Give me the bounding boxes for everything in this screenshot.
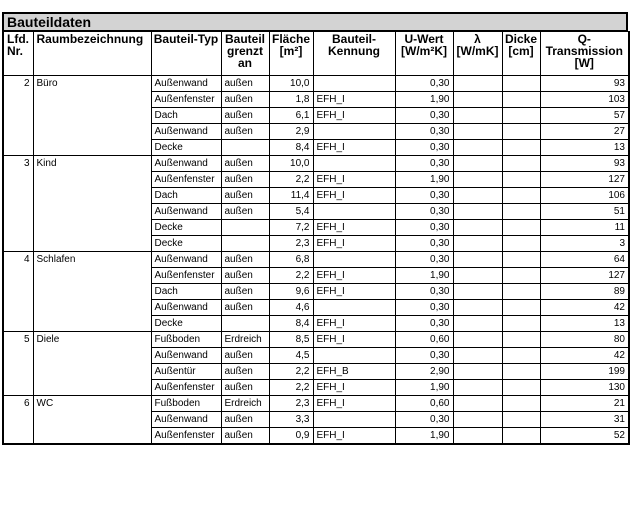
bauteil-typ-cell: Dach <box>151 188 221 204</box>
dicke-cell <box>502 348 540 364</box>
lambda-cell <box>453 300 502 316</box>
grenzt-an-cell: außen <box>221 188 269 204</box>
q-transmission-cell: 57 <box>540 108 629 124</box>
bauteil-kennung-cell: EFH_I <box>313 380 395 396</box>
table-body <box>3 76 629 445</box>
bauteil-kennung-cell: EFH_I <box>313 428 395 445</box>
flaeche-cell: 11,4 <box>269 188 313 204</box>
grenzt-an-cell: außen <box>221 412 269 428</box>
dicke-cell <box>502 268 540 284</box>
flaeche-cell: 4,6 <box>269 300 313 316</box>
flaeche-cell: 10,0 <box>269 76 313 92</box>
bauteil-typ-cell: Fußboden <box>151 332 221 348</box>
lambda-cell <box>453 92 502 108</box>
table-row <box>3 396 629 412</box>
grenzt-an-cell: außen <box>221 124 269 140</box>
lfd-nr-cell: 4 <box>3 252 33 332</box>
flaeche-cell: 2,2 <box>269 172 313 188</box>
bauteildaten-sheet <box>2 12 628 445</box>
flaeche-cell: 8,4 <box>269 140 313 156</box>
bauteil-typ-cell: Außenfenster <box>151 268 221 284</box>
dicke-cell <box>502 172 540 188</box>
u-wert-cell: 0,30 <box>395 188 453 204</box>
u-wert-cell: 0,30 <box>395 236 453 252</box>
u-wert-cell: 0,30 <box>395 124 453 140</box>
lambda-cell <box>453 380 502 396</box>
dicke-cell <box>502 76 540 92</box>
u-wert-cell: 0,60 <box>395 396 453 412</box>
raumbezeichnung-cell: WC <box>33 396 151 445</box>
grenzt-an-cell: außen <box>221 172 269 188</box>
dicke-cell <box>502 140 540 156</box>
bauteil-kennung-cell: EFH_I <box>313 236 395 252</box>
grenzt-an-cell: außen <box>221 252 269 268</box>
bauteil-typ-cell: Außenwand <box>151 348 221 364</box>
dicke-cell <box>502 316 540 332</box>
u-wert-cell: 1,90 <box>395 380 453 396</box>
bauteil-kennung-cell: EFH_I <box>313 140 395 156</box>
u-wert-cell: 0,60 <box>395 332 453 348</box>
bauteil-kennung-cell <box>313 204 395 220</box>
q-transmission-cell: 103 <box>540 92 629 108</box>
u-wert-cell: 0,30 <box>395 348 453 364</box>
lambda-cell <box>453 348 502 364</box>
header-bauteil-kennung: Bauteil-Kennung <box>313 32 395 76</box>
bauteil-typ-cell: Außenfenster <box>151 92 221 108</box>
lambda-cell <box>453 220 502 236</box>
sheet-title: Bauteildaten <box>2 12 628 31</box>
bauteil-typ-cell: Außenfenster <box>151 172 221 188</box>
u-wert-cell: 0,30 <box>395 252 453 268</box>
lambda-cell <box>453 252 502 268</box>
raumbezeichnung-cell: Diele <box>33 332 151 396</box>
bauteil-typ-cell: Außenwand <box>151 252 221 268</box>
grenzt-an-cell <box>221 140 269 156</box>
q-transmission-cell: 93 <box>540 76 629 92</box>
bauteil-kennung-cell <box>313 348 395 364</box>
grenzt-an-cell: außen <box>221 364 269 380</box>
grenzt-an-cell: außen <box>221 92 269 108</box>
lambda-cell <box>453 124 502 140</box>
bauteil-kennung-cell: EFH_I <box>313 268 395 284</box>
flaeche-cell: 6,1 <box>269 108 313 124</box>
lambda-cell <box>453 268 502 284</box>
q-transmission-cell: 13 <box>540 316 629 332</box>
dicke-cell <box>502 332 540 348</box>
u-wert-cell: 0,30 <box>395 412 453 428</box>
bauteil-typ-cell: Decke <box>151 316 221 332</box>
dicke-cell <box>502 284 540 300</box>
dicke-cell <box>502 188 540 204</box>
bauteil-kennung-cell <box>313 156 395 172</box>
header-raumbezeichnung: Raumbezeichnung <box>33 32 151 76</box>
u-wert-cell: 0,30 <box>395 140 453 156</box>
header-lambda: λ [W/mK] <box>453 32 502 76</box>
bauteil-kennung-cell: EFH_I <box>313 332 395 348</box>
bauteil-typ-cell: Außenwand <box>151 204 221 220</box>
grenzt-an-cell: außen <box>221 108 269 124</box>
header-q-transmission: Q-Transmission [W] <box>540 32 629 76</box>
dicke-cell <box>502 300 540 316</box>
flaeche-cell: 6,8 <box>269 252 313 268</box>
q-transmission-cell: 3 <box>540 236 629 252</box>
bauteil-typ-cell: Außentür <box>151 364 221 380</box>
header-dicke: Dicke [cm] <box>502 32 540 76</box>
grenzt-an-cell: außen <box>221 204 269 220</box>
bauteil-kennung-cell: EFH_I <box>313 284 395 300</box>
q-transmission-cell: 31 <box>540 412 629 428</box>
q-transmission-cell: 127 <box>540 172 629 188</box>
bauteil-table <box>2 31 630 445</box>
q-transmission-cell: 80 <box>540 332 629 348</box>
raumbezeichnung-cell: Büro <box>33 76 151 156</box>
q-transmission-cell: 42 <box>540 348 629 364</box>
u-wert-cell: 0,30 <box>395 204 453 220</box>
u-wert-cell: 0,30 <box>395 316 453 332</box>
flaeche-cell: 2,3 <box>269 236 313 252</box>
lfd-nr-cell: 3 <box>3 156 33 252</box>
bauteil-typ-cell: Außenwand <box>151 156 221 172</box>
grenzt-an-cell <box>221 316 269 332</box>
bauteil-typ-cell: Außenwand <box>151 124 221 140</box>
bauteil-typ-cell: Decke <box>151 220 221 236</box>
bauteil-kennung-cell <box>313 252 395 268</box>
lfd-nr-cell: 6 <box>3 396 33 445</box>
dicke-cell <box>502 108 540 124</box>
bauteil-typ-cell: Außenfenster <box>151 380 221 396</box>
q-transmission-cell: 21 <box>540 396 629 412</box>
u-wert-cell: 1,90 <box>395 268 453 284</box>
flaeche-cell: 10,0 <box>269 156 313 172</box>
lambda-cell <box>453 396 502 412</box>
u-wert-cell: 1,90 <box>395 428 453 445</box>
dicke-cell <box>502 428 540 445</box>
q-transmission-cell: 127 <box>540 268 629 284</box>
grenzt-an-cell: außen <box>221 428 269 445</box>
q-transmission-cell: 106 <box>540 188 629 204</box>
u-wert-cell: 0,30 <box>395 76 453 92</box>
lambda-cell <box>453 204 502 220</box>
u-wert-cell: 0,30 <box>395 220 453 236</box>
dicke-cell <box>502 364 540 380</box>
bauteil-kennung-cell <box>313 124 395 140</box>
header-grenzt-an: Bauteil grenzt an <box>221 32 269 76</box>
dicke-cell <box>502 124 540 140</box>
grenzt-an-cell <box>221 220 269 236</box>
bauteil-typ-cell: Decke <box>151 140 221 156</box>
flaeche-cell: 5,4 <box>269 204 313 220</box>
grenzt-an-cell: außen <box>221 300 269 316</box>
q-transmission-cell: 13 <box>540 140 629 156</box>
header-row <box>3 32 629 76</box>
bauteil-kennung-cell: EFH_I <box>313 316 395 332</box>
flaeche-cell: 8,4 <box>269 316 313 332</box>
flaeche-cell: 2,2 <box>269 380 313 396</box>
bauteil-typ-cell: Decke <box>151 236 221 252</box>
flaeche-cell: 3,3 <box>269 412 313 428</box>
table-row <box>3 252 629 268</box>
q-transmission-cell: 199 <box>540 364 629 380</box>
q-transmission-cell: 27 <box>540 124 629 140</box>
bauteil-typ-cell: Dach <box>151 284 221 300</box>
q-transmission-cell: 42 <box>540 300 629 316</box>
header-bauteil-typ: Bauteil-Typ <box>151 32 221 76</box>
u-wert-cell: 0,30 <box>395 284 453 300</box>
flaeche-cell: 2,2 <box>269 268 313 284</box>
u-wert-cell: 0,30 <box>395 300 453 316</box>
bauteil-kennung-cell <box>313 412 395 428</box>
flaeche-cell: 2,3 <box>269 396 313 412</box>
bauteil-typ-cell: Außenwand <box>151 76 221 92</box>
bauteil-kennung-cell: EFH_I <box>313 220 395 236</box>
dicke-cell <box>502 396 540 412</box>
bauteil-kennung-cell: EFH_I <box>313 108 395 124</box>
bauteil-kennung-cell: EFH_B <box>313 364 395 380</box>
flaeche-cell: 2,9 <box>269 124 313 140</box>
grenzt-an-cell: außen <box>221 76 269 92</box>
header-u-wert: U-Wert [W/m²K] <box>395 32 453 76</box>
flaeche-cell: 1,8 <box>269 92 313 108</box>
dicke-cell <box>502 380 540 396</box>
lambda-cell <box>453 108 502 124</box>
flaeche-cell: 7,2 <box>269 220 313 236</box>
lambda-cell <box>453 188 502 204</box>
grenzt-an-cell: Erdreich <box>221 332 269 348</box>
bauteil-typ-cell: Außenfenster <box>151 428 221 445</box>
bauteil-typ-cell: Dach <box>151 108 221 124</box>
lfd-nr-cell: 5 <box>3 332 33 396</box>
grenzt-an-cell: außen <box>221 284 269 300</box>
q-transmission-cell: 89 <box>540 284 629 300</box>
bauteil-typ-cell: Außenwand <box>151 300 221 316</box>
u-wert-cell: 1,90 <box>395 172 453 188</box>
lambda-cell <box>453 412 502 428</box>
bauteil-kennung-cell: EFH_I <box>313 92 395 108</box>
grenzt-an-cell: außen <box>221 380 269 396</box>
lambda-cell <box>453 364 502 380</box>
table-row <box>3 76 629 92</box>
raumbezeichnung-cell: Schlafen <box>33 252 151 332</box>
grenzt-an-cell <box>221 236 269 252</box>
grenzt-an-cell: außen <box>221 268 269 284</box>
q-transmission-cell: 130 <box>540 380 629 396</box>
header-flaeche: Fläche [m²] <box>269 32 313 76</box>
bauteil-typ-cell: Außenwand <box>151 412 221 428</box>
lambda-cell <box>453 172 502 188</box>
q-transmission-cell: 51 <box>540 204 629 220</box>
flaeche-cell: 4,5 <box>269 348 313 364</box>
flaeche-cell: 8,5 <box>269 332 313 348</box>
lambda-cell <box>453 140 502 156</box>
dicke-cell <box>502 92 540 108</box>
lambda-cell <box>453 284 502 300</box>
u-wert-cell: 0,30 <box>395 108 453 124</box>
lambda-cell <box>453 156 502 172</box>
table-row <box>3 332 629 348</box>
dicke-cell <box>502 412 540 428</box>
dicke-cell <box>502 156 540 172</box>
lambda-cell <box>453 428 502 445</box>
flaeche-cell: 9,6 <box>269 284 313 300</box>
dicke-cell <box>502 220 540 236</box>
u-wert-cell: 0,30 <box>395 156 453 172</box>
dicke-cell <box>502 236 540 252</box>
header-nr: Lfd. Nr. <box>3 32 33 76</box>
lfd-nr-cell: 2 <box>3 76 33 156</box>
flaeche-cell: 0,9 <box>269 428 313 445</box>
grenzt-an-cell: außen <box>221 156 269 172</box>
u-wert-cell: 2,90 <box>395 364 453 380</box>
grenzt-an-cell: Erdreich <box>221 396 269 412</box>
raumbezeichnung-cell: Kind <box>33 156 151 252</box>
dicke-cell <box>502 204 540 220</box>
table-row <box>3 156 629 172</box>
q-transmission-cell: 52 <box>540 428 629 445</box>
bauteil-kennung-cell <box>313 300 395 316</box>
q-transmission-cell: 93 <box>540 156 629 172</box>
bauteil-typ-cell: Fußboden <box>151 396 221 412</box>
lambda-cell <box>453 332 502 348</box>
lambda-cell <box>453 316 502 332</box>
u-wert-cell: 1,90 <box>395 92 453 108</box>
bauteil-kennung-cell: EFH_I <box>313 188 395 204</box>
flaeche-cell: 2,2 <box>269 364 313 380</box>
bauteil-kennung-cell: EFH_I <box>313 172 395 188</box>
bauteil-kennung-cell: EFH_I <box>313 396 395 412</box>
bauteil-kennung-cell <box>313 76 395 92</box>
dicke-cell <box>502 252 540 268</box>
lambda-cell <box>453 76 502 92</box>
grenzt-an-cell: außen <box>221 348 269 364</box>
lambda-cell <box>453 236 502 252</box>
q-transmission-cell: 11 <box>540 220 629 236</box>
q-transmission-cell: 64 <box>540 252 629 268</box>
